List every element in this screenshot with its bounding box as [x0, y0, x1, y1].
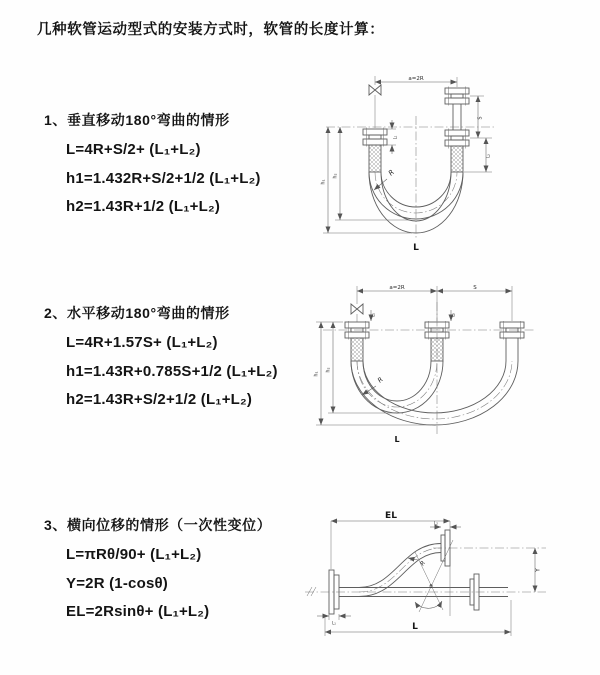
- dim-label-l1: L₁: [370, 313, 376, 317]
- flange-right-lower: [445, 129, 469, 173]
- formula-line: h1=1.432R+S/2+1/2 (L₁+L₂): [66, 169, 261, 187]
- dim-label-s: S: [477, 116, 484, 120]
- formula-line: L=πRθ/90+ (L₁+L₂): [66, 546, 202, 563]
- hose-braided-section: [351, 338, 363, 361]
- section-horizontal-movement: [44, 303, 278, 415]
- flange-right: [500, 321, 524, 361]
- radius-label: R: [386, 168, 396, 178]
- dim-label-l2: L₂: [434, 520, 438, 526]
- formula-line: EL=2Rsinθ+ (L₁+L₂): [66, 603, 210, 620]
- section-heading: 1、垂直移动180°弯曲的情形: [44, 112, 230, 128]
- formula-list: [66, 329, 278, 415]
- diagram-horizontal-180-bend: [305, 282, 542, 454]
- formula-line: L=4R+S/2+ (L₁+L₂): [66, 141, 201, 158]
- dim-label-a2r: a=2R: [389, 285, 405, 291]
- flange-right-upper: [445, 87, 469, 131]
- dim-label-a2r: a=2R: [408, 76, 424, 82]
- dim-label-h2: h₂: [325, 367, 332, 373]
- radius-callout: [362, 376, 385, 395]
- dimension-flange-left: [371, 310, 376, 321]
- diagram-lateral-displacement: [303, 508, 551, 646]
- dimension-top-width: [357, 285, 512, 321]
- centerline-break-mark: [307, 587, 316, 596]
- angle-label: θ: [429, 584, 433, 590]
- hose-braided-section: [451, 146, 463, 172]
- dimension-flange-right: [464, 138, 492, 172]
- formula-list: [66, 541, 271, 627]
- hose-braided-section: [369, 145, 381, 172]
- section-heading: 2、水平移动180°弯曲的情形: [44, 305, 230, 321]
- dimension-flange-left: [317, 614, 351, 626]
- length-label: L: [413, 243, 419, 253]
- dimension-movement-s: [470, 96, 492, 138]
- dim-label-l2: L₂: [450, 313, 456, 317]
- dimension-flange-top: [430, 521, 461, 528]
- section-heading: 3、横向位移的情形（一次性变位）: [44, 517, 272, 533]
- length-label: L: [412, 622, 418, 632]
- formula-line: h1=1.43R+0.785S+1/2 (L₁+L₂): [66, 362, 278, 380]
- valve-icon: [351, 304, 363, 322]
- dimension-flange-left: [387, 120, 398, 154]
- dimension-offset-y: [535, 548, 542, 592]
- formula-list: [66, 136, 261, 222]
- dimension-top-width: [375, 76, 457, 87]
- angle-construction: [415, 521, 453, 616]
- diagram-vertical-180-bend: [312, 74, 527, 254]
- dim-label-h2: h₂: [332, 173, 339, 179]
- dimension-el: [331, 511, 450, 569]
- dim-label-s: S: [473, 285, 477, 291]
- valve-icon: [369, 76, 381, 128]
- flange-left: [363, 128, 387, 173]
- dimension-flange-middle: [451, 310, 456, 321]
- dim-label-el: EL: [385, 511, 397, 521]
- section-vertical-movement: [44, 110, 261, 222]
- dimension-height-inner: [326, 322, 396, 413]
- section-lateral-displacement: [44, 515, 271, 627]
- dim-label-l1: L₁: [392, 135, 398, 140]
- dim-label-l1: L₁: [332, 620, 336, 626]
- formula-line: h2=1.43R+1/2 (L₁+L₂): [66, 198, 221, 215]
- radius-label: R: [375, 375, 385, 385]
- formula-line: L=4R+1.57S+ (L₁+L₂): [66, 334, 218, 351]
- dimension-height-inner: [333, 127, 411, 220]
- formula-line: h2=1.43R+S/2+1/2 (L₁+L₂): [66, 391, 253, 408]
- dim-label-h1: h₁: [320, 179, 327, 185]
- formula-line: Y=2R (1-cosθ): [66, 574, 168, 592]
- page-title: 几种软管运动型式的安装方式时，软管的长度计算：: [37, 22, 385, 38]
- length-label: L: [394, 435, 400, 444]
- dim-label-h1: h₁: [313, 371, 320, 377]
- radius-label: R: [418, 559, 428, 568]
- dim-label-l2: L₂: [485, 154, 491, 158]
- flange-left: [345, 321, 369, 361]
- dim-label-y: Y: [534, 568, 542, 572]
